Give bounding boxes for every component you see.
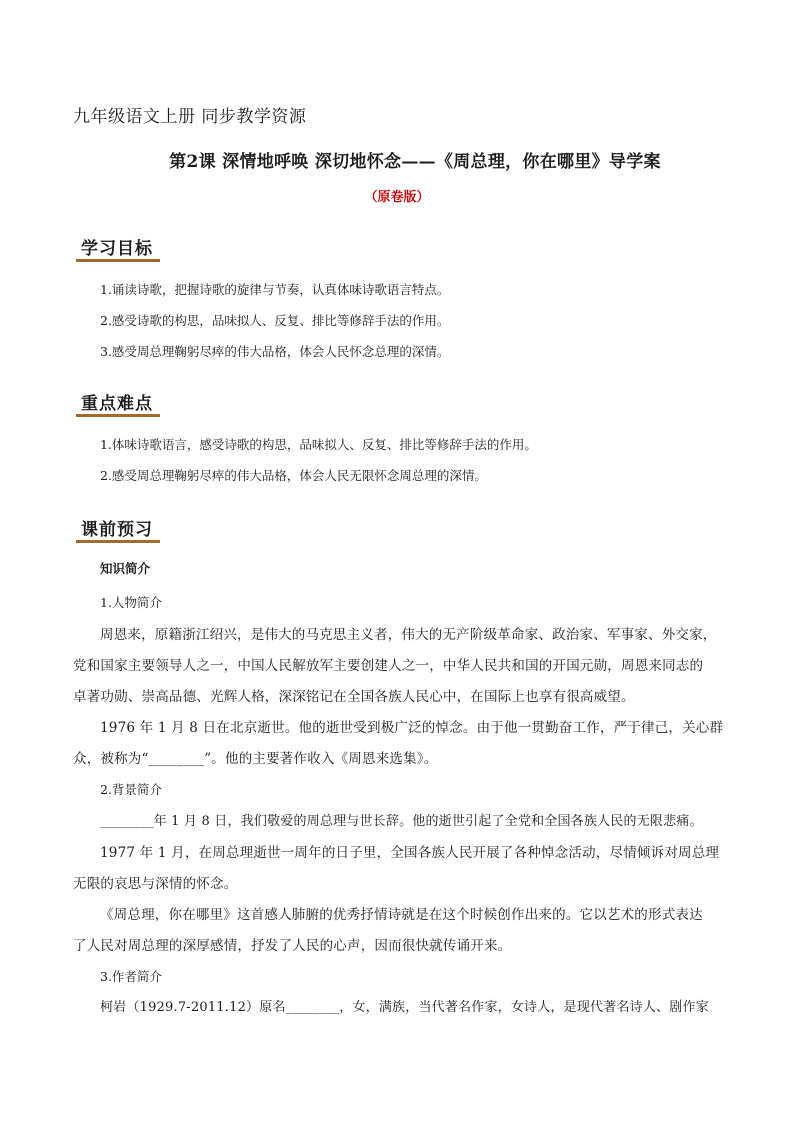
- section-heading-label: 课前预习: [81, 520, 153, 540]
- person-title: 1.人物简介: [100, 595, 162, 610]
- series-header: 九年级语文上册 同步教学资源: [73, 107, 307, 127]
- page-title: 第2课 深情地呼唤 深切地怀念——《周总理，你在哪里》导学案: [169, 152, 661, 172]
- knowledge-title: 知识简介: [100, 561, 151, 576]
- section-heading-preview: [76, 513, 160, 547]
- background-paragraph-line: 了人民对周总理的深厚感情，抒发了人民的心声，因而很快就传诵开来。: [73, 938, 512, 954]
- section-heading-label: 学习目标: [81, 239, 153, 259]
- background-paragraph-line: 1977 年 1 月，在周总理逝世一周年的日子里，全国各族人民开展了各种悼念活动，尽情倾诉对周总理: [100, 845, 720, 861]
- section-heading-key-points: [76, 387, 160, 421]
- key-point-item: 2.感受周总理鞠躬尽瘁的伟大品格，体会人民无限怀念周总理的深情。: [100, 468, 487, 483]
- goal-item: 1.诵读诗歌，把握诗歌的旋律与节奏，认真体味诗歌语言特点。: [100, 282, 450, 297]
- author-title: 3.作者简介: [100, 969, 162, 984]
- section-heading-rule: [76, 540, 160, 543]
- section-heading-rule: [76, 259, 160, 262]
- background-paragraph-line: ________年 1 月 8 日，我们敬爱的周总理与世长辞。他的逝世引起了全党和全国各族人民的无限悲痛。: [100, 814, 703, 829]
- background-paragraph-line: 《周总理，你在哪里》这首感人肺腑的优秀抒情诗就是在这个时候创作出来的。它以艺术的形式表达: [100, 907, 703, 923]
- person-paragraph-line: 党和国家主要领导人之一，中国人民解放军主要创建人之一，中华人民共和国的开国元勋，周恩来同志的: [73, 658, 704, 674]
- background-paragraph-line: 无限的哀思与深情的怀念。: [73, 876, 238, 892]
- goal-item: 3.感受周总理鞠躬尽瘁的伟大品格，体会人民怀念总理的深情。: [100, 344, 450, 359]
- person-paragraph-line: 卓著功勋、崇高品德、光辉人格，深深铭记在全国各族人民心中，在国际上也享有很高威望。: [73, 689, 635, 705]
- section-heading-rule: [76, 414, 160, 417]
- background-title: 2.背景简介: [100, 782, 162, 797]
- author-paragraph-line: 柯岩（1929.7-2011.12）原名________，女，满族，当代著名作家，女诗人，是现代著名诗人、剧作家: [100, 1000, 709, 1015]
- key-point-item: 1.体味诗歌语言，感受诗歌的构思，品味拟人、反复、排比等修辞手法的作用。: [100, 437, 537, 452]
- goal-item: 2.感受诗歌的构思，品味拟人、反复、排比等修辞手法的作用。: [100, 313, 450, 328]
- person-paragraph-line: 周恩来，原籍浙江绍兴，是伟大的马克思主义者，伟大的无产阶级革命家、政治家、军事家、外交家，: [100, 627, 717, 643]
- page-subtitle: （原卷版）: [364, 190, 430, 205]
- person-paragraph-line: 1976 年 1 月 8 日在北京逝世。他的逝世受到极广泛的悼念。由于他一贯勤奋工作，严于律己，关心群: [100, 720, 724, 736]
- section-heading-label: 重点难点: [81, 394, 153, 414]
- person-paragraph-line: 众，被称为“________”。他的主要著作收入《周恩来选集》。: [73, 751, 438, 767]
- section-heading-goals: [76, 232, 160, 266]
